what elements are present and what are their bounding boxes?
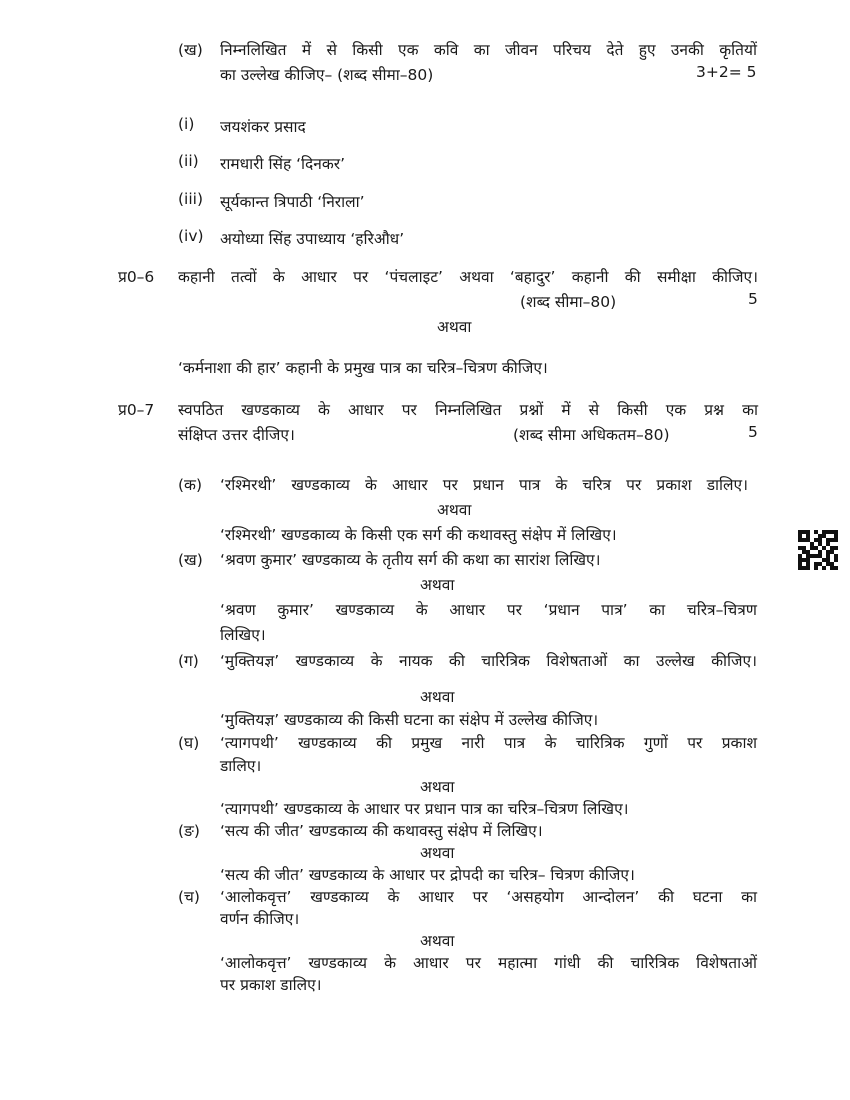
q5b-line2: का उल्लेख कीजिए– (शब्द सीमा–80) [220,66,434,84]
q5b-option-text: अयोध्या सिंह उपाध्याय ‘हरिऔध’ [220,230,405,248]
q5b-marks: 3+2= 5 [696,63,757,81]
q7-word-limit: (शब्द सीमा अधिकतम–80) [513,426,670,444]
q7-ga-label: (ग) [178,652,199,670]
q6-or: अथवा [437,318,472,336]
q7-cha-question-line1: ‘आलोकवृत्त’ खण्डकाव्य के आधार पर ‘असहयोग आन्दोलन’ की घटना का [220,888,757,906]
q7-kha-or: अथवा [420,576,455,594]
q7-ka-label: (क) [178,476,202,494]
q7-kha-label: (ख) [178,551,203,569]
q7-nga-alternative: ‘सत्य की जीत’ खण्डकाव्य के आधार पर द्रोपदी का चरित्र– चित्रण कीजिए। [220,866,635,884]
q7-kha-alternative-line2: लिखिए। [220,626,266,644]
q7-ka-or: अथवा [437,501,472,519]
q5b-option-text: रामधारी सिंह ‘दिनकर’ [220,155,346,173]
q7-cha-alternative-line2: पर प्रकाश डालिए। [220,976,322,994]
q7-kha-question: ‘श्रवण कुमार’ खण्डकाव्य के तृतीय सर्ग की कथा का सारांश लिखिए। [220,551,601,569]
q7-ga-alternative: ‘मुक्तियज्ञ’ खण्डकाव्य की किसी घटना का संक्षेप में उल्लेख कीजिए। [220,711,599,729]
q5b-label: (ख) [178,41,203,59]
q7-gha-alternative: ‘त्यागपथी’ खण्डकाव्य के आधार पर प्रधान पात्र का चरित्र–चित्रण लिखिए। [220,800,629,818]
q6-alternative: ‘कर्मनाशा की हार’ कहानी के प्रमुख पात्र का चरित्र–चित्रण कीजिए। [178,359,548,377]
qr-code-icon [798,530,838,570]
q5b-option-label: (iii) [178,190,204,208]
q7-ga-question: ‘मुक्तियज्ञ’ खण्डकाव्य के नायक की चारित्रिक विशेषताओं का उल्लेख कीजिए। [220,652,757,670]
q6-marks: 5 [748,290,758,308]
q6-question: कहानी तत्वों के आधार पर ‘पंचलाइट’ अथवा ‘बहादुर’ कहानी की समीक्षा कीजिए। [178,268,758,286]
q7-kha-alternative-line1: ‘श्रवण कुमार’ खण्डकाव्य के आधार पर ‘प्रधान पात्र’ का चरित्र–चित्रण [220,601,757,619]
q7-cha-question-line2: वर्णन कीजिए। [220,910,300,928]
q5b-line1: निम्नलिखित में से किसी एक कवि का जीवन परिचय देते हुए उनकी कृतियों [220,41,757,59]
q7-cha-or: अथवा [420,932,455,950]
q5b-option-text: जयशंकर प्रसाद [220,118,306,136]
q7-nga-or: अथवा [420,844,455,862]
q7-ka-alternative: ‘रश्मिरथी’ खण्डकाव्य के किसी एक सर्ग की कथावस्तु संक्षेप में लिखिए। [220,526,617,544]
q7-ka-question: ‘रश्मिरथी’ खण्डकाव्य के आधार पर प्रधान पात्र के चरित्र पर प्रकाश डालिए। [220,476,748,494]
q7-cha-label: (च) [178,888,200,906]
q7-nga-label: (ङ) [178,822,200,840]
q6-number: प्र0–6 [118,268,155,286]
q6-word-limit: (शब्द सीमा–80) [520,293,617,311]
q7-question-line2: संक्षिप्त उत्तर दीजिए। [178,426,295,444]
q5b-option-text: सूर्यकान्त त्रिपाठी ‘निराला’ [220,193,365,211]
q7-question-line1: स्वपठित खण्डकाव्य के आधार पर निम्नलिखित प्रश्नों में से किसी एक प्रश्न का [178,401,758,419]
q7-nga-question: ‘सत्य की जीत’ खण्डकाव्य की कथावस्तु संक्षेप में लिखिए। [220,822,543,840]
q5b-option-label: (ii) [178,152,199,170]
q5b-option-label: (i) [178,115,195,133]
q7-gha-or: अथवा [420,778,455,796]
q5b-option-label: (iv) [178,227,204,245]
q7-cha-alternative-line1: ‘आलोकवृत्त’ खण्डकाव्य के आधार पर महात्मा गांधी की चारित्रिक विशेषताओं [220,954,757,972]
q7-gha-question-line2: डालिए। [220,757,262,775]
q7-number: प्र0–7 [118,401,155,419]
q7-ga-or: अथवा [420,688,455,706]
q7-gha-label: (घ) [178,734,200,752]
q7-marks: 5 [748,423,758,441]
q7-gha-question-line1: ‘त्यागपथी’ खण्डकाव्य की प्रमुख नारी पात्र के चारित्रिक गुणों पर प्रकाश [220,734,757,752]
